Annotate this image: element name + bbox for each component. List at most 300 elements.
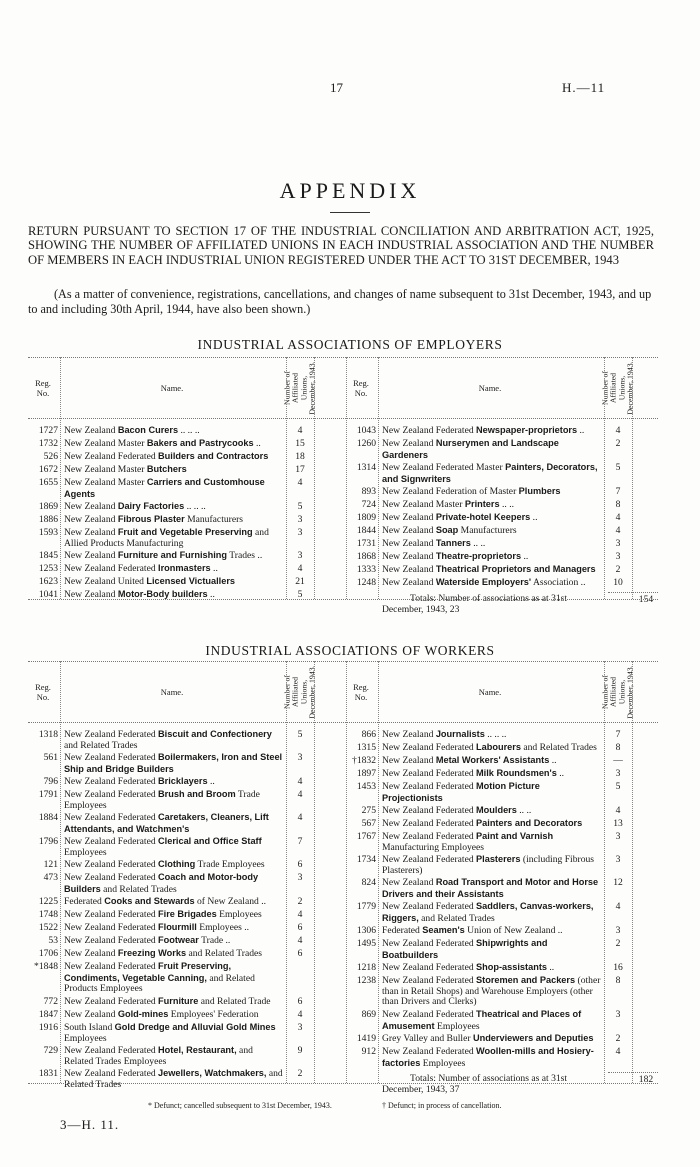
emp-name-suffix: .. .. ..	[178, 425, 200, 436]
wrk-association-name	[382, 781, 602, 804]
wrk-name-bold: Seamen's	[422, 925, 465, 935]
wrk-association-name	[382, 938, 602, 961]
wrk-name-suffix: (other than in Retail Shops) and Warehouse Employers (other than Drivers and Clerks)	[382, 975, 601, 1008]
wrk-name-prefix: New Zealand	[382, 755, 436, 766]
emp-name-suffix: ..	[210, 563, 218, 574]
emp-affiliated-count: 5	[297, 589, 303, 600]
wrk-name-prefix: Federated	[382, 925, 423, 936]
wrk-name-bold: Gold Dredge and Alluvial Gold Mines	[114, 1022, 276, 1032]
emp-name-suffix: .. ..	[470, 538, 486, 549]
wrk-name-suffix: Trade Employees	[195, 859, 265, 870]
wrk-association-name	[382, 877, 602, 900]
wrk-reg-no: 729	[43, 1045, 58, 1056]
wrk-name-prefix: New Zealand	[64, 948, 118, 959]
wrk-affiliated-count: 8	[615, 742, 621, 753]
wrk-name-prefix: New Zealand Federated	[64, 812, 159, 823]
wrk-name-suffix: of New Zealand ..	[194, 896, 267, 907]
emp-affiliated-count: 17	[295, 464, 305, 475]
emp-header-name: Name.	[160, 383, 184, 393]
wrk-name-suffix: ..	[549, 755, 557, 766]
wrk-reg-no: 1306	[356, 925, 376, 936]
wrk-affiliated-count: 3	[297, 872, 303, 883]
wrk-name-prefix: New Zealand Federated	[382, 742, 477, 753]
return-heading: RETURN PURSUANT TO SECTION 17 OF THE INDUSTRIAL CONCILIATION AND ARBITRATION ACT, 1925, SHOWING THE NUMBER OF AFFILIATED UNIONS IN EACH INDUSTRIAL ASSOCIATION AND THE NUMBER OF MEMBERS IN EACH INDUSTRIAL UNION REGISTERED UNDER THE ACT TO 31ST DECEMBER, 1943	[28, 224, 654, 267]
emp-association-name	[382, 512, 602, 524]
wrk-association-name	[64, 1068, 284, 1090]
wrk-reg-no: 1522	[38, 922, 58, 933]
wrk-name-suffix: and Related Trades	[520, 742, 597, 753]
wrk-name-prefix: New Zealand Federated	[64, 789, 159, 800]
wrk-association-name	[64, 922, 284, 934]
employers-table	[28, 357, 658, 615]
emp-name-prefix: New Zealand Federation of Master	[382, 486, 519, 497]
emp-association-name	[64, 527, 284, 549]
wrk-name-bold: Plasterers	[476, 854, 521, 864]
wrk-reg-no: 796	[43, 776, 58, 787]
emp-name-bold: Tanners	[435, 538, 471, 548]
wrk-name-bold: Cooks and Stewards	[104, 896, 195, 906]
wrk-affiliated-count: 8	[615, 975, 621, 986]
wrk-name-suffix: Employees ..	[196, 922, 250, 933]
emp-totals-text: Totals: Number of associations as at 31st December, 1943, 23	[382, 593, 568, 615]
emp-name-bold: Dairy Factories	[117, 501, 185, 511]
emp-name-prefix: New Zealand	[382, 551, 436, 562]
wrk-name-suffix: Trade ..	[198, 935, 231, 946]
wrk-association-name	[382, 831, 602, 853]
wrk-name-prefix: New Zealand Federated	[64, 1045, 159, 1056]
emp-affiliated-count: 4	[297, 477, 303, 488]
emp-name-prefix: New Zealand	[64, 501, 118, 512]
wrk-reg-no: 1779	[356, 901, 376, 912]
emp-association-name	[64, 425, 284, 437]
emp-name-suffix: Manufacturers	[184, 514, 244, 525]
wrk-affiliated-count: 3	[615, 831, 621, 842]
wrk-association-name	[64, 836, 284, 858]
wrk-affiliated-count: 4	[615, 901, 621, 912]
emp-name-bold: Soap	[435, 525, 459, 535]
wrk-affiliated-count: 2	[297, 1068, 303, 1079]
wrk-name-bold: Underviewers and Deputies	[472, 1033, 594, 1043]
wrk-association-name	[64, 1009, 284, 1021]
emp-affiliated-count: 3	[297, 527, 303, 538]
wrk-association-name	[64, 996, 284, 1008]
wrk-name-prefix: New Zealand	[64, 1009, 118, 1020]
emp-name-bold: Painters, Decorators, and Signwriters	[382, 462, 598, 484]
emp-name-bold: Private-hotel Keepers	[435, 512, 531, 522]
emp-affiliated-count: 3	[615, 538, 621, 549]
emp-column-rule	[378, 357, 379, 599]
wrk-affiliated-count: 4	[297, 776, 303, 787]
emp-affiliated-count: 2	[615, 438, 621, 449]
emp-association-name	[382, 486, 602, 498]
wrk-reg-no: 275	[361, 805, 376, 816]
wrk-reg-no: 824	[361, 877, 376, 888]
wrk-association-name	[64, 872, 284, 895]
emp-affiliated-count: 4	[297, 425, 303, 436]
wrk-name-prefix: New Zealand Federated	[382, 831, 477, 842]
wrk-reg-no: 912	[361, 1046, 376, 1057]
wrk-affiliated-count: 3	[615, 925, 621, 936]
wrk-totals-number: 182	[638, 1074, 654, 1085]
wrk-name-suffix: and Related Trades	[64, 1068, 283, 1090]
wrk-affiliated-count: 16	[613, 962, 623, 973]
emp-name-bold: Furniture and Furnishing	[117, 550, 228, 560]
wrk-association-name	[382, 1033, 602, 1045]
wrk-column-rule	[604, 661, 605, 1083]
emp-reg-no: 1869	[38, 501, 58, 512]
note-paragraph: (As a matter of convenience, registrations, cancellations, and changes of name subsequent to 31st December, 1943, and up to and including 30th April, 1944, have also been shown.)	[28, 287, 652, 316]
wrk-name-bold: Coach and Motor-body Builders	[64, 872, 259, 894]
wrk-name-prefix: New Zealand Federated	[382, 962, 477, 973]
wrk-affiliated-count: 6	[297, 922, 303, 933]
wrk-name-bold: Furniture	[158, 996, 199, 1006]
wrk-name-prefix: New Zealand Federated	[64, 752, 159, 763]
wrk-bottom-rule	[28, 1083, 658, 1084]
wrk-name-bold: Freezing Works	[117, 948, 187, 958]
wrk-total-rule	[608, 1072, 658, 1073]
wrk-name-suffix: Union of New Zealand ..	[464, 925, 563, 936]
wrk-name-prefix: New Zealand Federated	[382, 975, 477, 986]
emp-name-bold: Fibrous Plaster	[117, 514, 185, 524]
emp-name-prefix: New Zealand	[382, 438, 436, 449]
emp-association-name	[382, 538, 602, 550]
wrk-association-name	[64, 859, 284, 871]
wrk-name-prefix: New Zealand Federated	[382, 901, 477, 912]
emp-name-bold: Waterside Employers'	[435, 577, 532, 587]
wrk-name-bold: Metal Workers' Assistants	[435, 755, 550, 765]
wrk-association-name	[64, 789, 284, 811]
wrk-reg-no: 1884	[38, 812, 58, 823]
wrk-column-rule	[60, 661, 61, 1083]
wrk-name-bold: Painters and Decorators	[476, 818, 583, 828]
emp-name-prefix: New Zealand	[382, 512, 436, 523]
wrk-association-name	[382, 742, 602, 754]
emp-name-suffix: .. .. ..	[184, 501, 206, 512]
wrk-name-suffix: Employees	[216, 909, 262, 920]
emp-name-prefix: New Zealand	[382, 564, 436, 575]
wrk-affiliated-count: 2	[297, 896, 303, 907]
wrk-affiliated-count: 3	[297, 752, 303, 763]
wrk-header-number-text: Number of Affiliated Unions, December, 1943.	[600, 665, 635, 719]
emp-name-prefix: New Zealand	[64, 425, 118, 436]
wrk-name-prefix: New Zealand Federated	[382, 938, 477, 949]
wrk-name-bold: Fire Brigades	[158, 909, 217, 919]
emp-reg-no: 526	[43, 451, 58, 462]
emp-association-name	[64, 438, 284, 450]
wrk-reg-no: 567	[361, 818, 376, 829]
wrk-name-bold: Road Transport and Motor and Horse Drivers and their Assistants	[382, 877, 599, 899]
emp-column-rule	[346, 357, 347, 599]
wrk-reg-no: 121	[43, 859, 58, 870]
emp-bottom-rule	[28, 599, 658, 600]
emp-name-prefix: New Zealand Master	[64, 464, 147, 475]
wrk-affiliated-count: 2	[615, 1033, 621, 1044]
emp-association-name	[64, 501, 284, 513]
wrk-affiliated-count: 4	[615, 1046, 621, 1057]
employers-section-title: INDUSTRIAL ASSOCIATIONS OF EMPLOYERS	[197, 337, 503, 352]
emp-name-suffix: ..	[530, 512, 538, 523]
wrk-reg-no: 866	[361, 729, 376, 740]
emp-affiliated-count: 4	[615, 525, 621, 536]
wrk-name-prefix: New Zealand Federated	[382, 781, 477, 792]
emp-affiliated-count: 8	[615, 499, 621, 510]
wrk-name-suffix: and Related Trades	[100, 883, 177, 895]
emp-name-prefix: New Zealand United	[64, 576, 147, 587]
emp-name-bold: Theatrical Proprietors and Managers	[435, 564, 596, 574]
wrk-name-bold: Theatrical and Places of Amusement	[382, 1009, 582, 1031]
wrk-reg-no: 869	[361, 1009, 376, 1020]
wrk-name-bold: Flourmill	[158, 922, 197, 932]
emp-header-number	[282, 360, 317, 416]
wrk-reg-no: 1225	[38, 896, 58, 907]
wrk-affiliated-count: 4	[297, 1009, 303, 1020]
wrk-reg-no: 1831	[38, 1068, 58, 1079]
emp-reg-no: 1043	[356, 425, 376, 436]
emp-association-name	[64, 576, 284, 588]
wrk-name-prefix: South Island	[64, 1022, 115, 1033]
emp-reg-no: 1260	[356, 438, 376, 449]
wrk-name-suffix: Trade Employees	[64, 789, 260, 811]
wrk-affiliated-count: 9	[297, 1045, 303, 1056]
emp-name-prefix: New Zealand	[64, 550, 118, 561]
wrk-reg-no: 53	[48, 935, 58, 946]
wrk-reg-no: 1495	[356, 938, 376, 949]
wrk-name-prefix: New Zealand Federated	[64, 729, 159, 740]
wrk-reg-no: 1218	[356, 962, 376, 973]
wrk-affiliated-count: —	[613, 755, 623, 766]
wrk-name-prefix: New Zealand Federated	[64, 1068, 159, 1079]
emp-reg-no: 724	[361, 499, 376, 510]
emp-header	[28, 357, 658, 419]
wrk-name-prefix: Federated	[64, 896, 105, 907]
wrk-affiliated-count: 3	[297, 1022, 303, 1033]
emp-affiliated-count: 3	[615, 551, 621, 562]
wrk-affiliated-count: 4	[297, 909, 303, 920]
wrk-association-name	[64, 729, 284, 751]
wrk-affiliated-count: 4	[615, 805, 621, 816]
emp-association-name	[382, 577, 602, 589]
wrk-affiliated-count: 3	[615, 854, 621, 865]
wrk-affiliated-count: 2	[615, 938, 621, 949]
emp-association-name	[382, 425, 602, 437]
wrk-affiliated-count: 4	[297, 935, 303, 946]
wrk-affiliated-count: 5	[615, 781, 621, 792]
wrk-name-suffix: and Related Trades	[186, 948, 263, 959]
wrk-name-suffix: and Related Trade	[198, 996, 271, 1007]
emp-name-bold: Newspaper-proprietors	[476, 425, 578, 435]
wrk-name-prefix: New Zealand Federated	[64, 935, 159, 946]
wrk-association-name	[64, 896, 284, 908]
emp-name-suffix: Association ..	[531, 577, 586, 588]
emp-reg-no: 1845	[38, 550, 58, 561]
emp-column-rule	[314, 357, 315, 599]
emp-name-bold: Motor-Body builders	[117, 589, 208, 599]
wrk-name-prefix: Grey Valley and Buller	[382, 1033, 473, 1044]
emp-affiliated-count: 5	[615, 462, 621, 473]
wrk-header-reg: Reg. No.	[353, 682, 369, 702]
emp-name-prefix: New Zealand	[382, 525, 436, 536]
emp-total-rule	[608, 592, 658, 593]
wrk-association-name	[382, 901, 602, 924]
appendix-title: APPENDIX	[279, 178, 421, 203]
wrk-reg-no: 1796	[38, 836, 58, 847]
wrk-name-bold: Storemen and Packers	[476, 975, 576, 985]
emp-header-reg: Reg. No.	[35, 378, 51, 398]
emp-affiliated-count: 3	[297, 514, 303, 525]
wrk-header-name: Name.	[478, 687, 502, 697]
wrk-reg-no: †1832	[352, 755, 376, 766]
wrk-column-rule	[378, 661, 379, 1083]
wrk-association-name	[382, 854, 602, 876]
wrk-affiliated-count: 4	[297, 789, 303, 800]
wrk-reg-no: 1706	[38, 948, 58, 959]
emp-association-name	[382, 438, 602, 461]
wrk-reg-no: 1767	[356, 831, 376, 842]
emp-reg-no: 1672	[38, 464, 58, 475]
wrk-affiliated-count: 6	[297, 859, 303, 870]
wrk-association-name	[382, 975, 602, 1008]
wrk-name-bold: Shop-assistants	[476, 962, 547, 972]
wrk-association-name	[64, 1045, 284, 1067]
emp-header-number-text: Number of Affiliated Unions, December, 1943.	[600, 361, 635, 415]
wrk-name-bold: Labourers	[476, 742, 521, 752]
wrk-name-suffix: Employees' Federation	[168, 1009, 259, 1020]
emp-name-prefix: New Zealand	[64, 514, 118, 525]
wrk-name-prefix: New Zealand Federated	[382, 818, 477, 829]
wrk-name-bold: Boilermakers, Iron and Steel Ship and Bridge Builders	[64, 752, 283, 774]
wrk-name-bold: Journalists	[435, 729, 485, 739]
wrk-name-suffix: ..	[207, 776, 215, 787]
emp-name-bold: Carriers and Customhouse Agents	[64, 477, 265, 499]
emp-name-prefix: New Zealand	[64, 527, 118, 538]
wrk-totals-text: Totals: Number of associations as at 31st December, 1943, 37	[382, 1073, 568, 1095]
emp-reg-no: 1731	[356, 538, 376, 549]
wrk-association-name	[64, 961, 284, 995]
wrk-name-bold: Clothing	[158, 859, 196, 869]
wrk-name-suffix: and Related Trades Employees	[64, 1045, 253, 1067]
wrk-association-name	[382, 755, 602, 767]
wrk-name-suffix: Employees	[64, 846, 107, 858]
emp-name-suffix: ..	[521, 551, 529, 562]
wrk-association-name	[64, 935, 284, 947]
wrk-name-bold: Saddlers, Canvas-workers, Riggers,	[382, 901, 594, 923]
workers-section-title: INDUSTRIAL ASSOCIATIONS OF WORKERS	[205, 643, 495, 658]
emp-name-bold: Licensed Victuallers	[146, 576, 236, 586]
wrk-name-bold: Motion Picture Projectionists	[382, 781, 540, 803]
wrk-reg-no: 1315	[356, 742, 376, 753]
wrk-name-suffix: and Related Trades	[418, 912, 495, 924]
wrk-association-name	[382, 925, 602, 937]
emp-reg-no: 1844	[356, 525, 376, 536]
emp-reg-no: 1886	[38, 514, 58, 525]
wrk-name-suffix: .. ..	[516, 805, 532, 816]
emp-reg-no: 1253	[38, 563, 58, 574]
emp-name-prefix: New Zealand Master	[64, 438, 147, 449]
wrk-association-name	[382, 962, 602, 974]
footnote-defunct: * Defunct; cancelled subsequent to 31st December, 1943.	[148, 1101, 332, 1110]
wrk-name-bold: Hotel, Restaurant,	[158, 1045, 237, 1055]
emp-reg-no: 1593	[38, 527, 58, 538]
emp-column-rule	[632, 357, 633, 599]
wrk-name-bold: Gold-mines	[117, 1009, 169, 1019]
title-rule	[330, 212, 370, 213]
emp-name-prefix: New Zealand Master	[382, 499, 465, 510]
emp-name-prefix: New Zealand	[64, 589, 118, 600]
emp-affiliated-count: 4	[615, 512, 621, 523]
emp-association-name	[64, 563, 284, 575]
wrk-reg-no: 1734	[356, 854, 376, 865]
wrk-name-prefix: New Zealand	[382, 729, 436, 740]
emp-affiliated-count: 4	[615, 425, 621, 436]
wrk-name-prefix: New Zealand Federated	[382, 854, 477, 865]
wrk-name-prefix: New Zealand Federated	[382, 1009, 477, 1020]
emp-name-suffix: ..	[577, 425, 585, 436]
emp-column-rule	[604, 357, 605, 599]
emp-association-name	[64, 550, 284, 562]
emp-name-suffix: Manufacturers	[458, 525, 517, 536]
footnote-cancellation: † Defunct; in process of cancellation.	[382, 1101, 502, 1110]
wrk-association-name	[64, 752, 284, 775]
wrk-affiliated-count: 6	[297, 996, 303, 1007]
wrk-name-bold: Fruit Preserving, Condiments, Vegetable Canning,	[64, 961, 232, 983]
wrk-reg-no: 772	[43, 996, 58, 1007]
emp-affiliated-count: 5	[297, 501, 303, 512]
emp-affiliated-count: 15	[295, 438, 305, 449]
wrk-affiliated-count: 7	[297, 836, 303, 847]
wrk-affiliated-count: 6	[297, 948, 303, 959]
wrk-name-prefix: New Zealand Federated	[382, 805, 477, 816]
emp-name-prefix: New Zealand Federated Master	[382, 462, 506, 473]
emp-affiliated-count: 10	[613, 577, 623, 588]
wrk-name-prefix: New Zealand Federated	[64, 996, 159, 1007]
wrk-header-reg: Reg. No.	[35, 682, 51, 702]
emp-name-bold: Plumbers	[518, 486, 561, 496]
emp-reg-no: 1248	[356, 577, 376, 588]
wrk-association-name	[382, 1009, 602, 1032]
emp-header-number-text: Number of Affiliated Unions, December, 1943.	[282, 361, 317, 415]
wrk-name-bold: Shipwrights and Boatbuilders	[382, 938, 548, 960]
emp-association-name	[382, 499, 602, 511]
wrk-name-suffix: and Related Trades	[64, 739, 138, 751]
emp-name-prefix: New Zealand Master	[64, 477, 147, 488]
emp-header-number	[600, 360, 635, 416]
wrk-affiliated-count: 13	[613, 818, 623, 829]
emp-column-rule	[60, 357, 61, 599]
wrk-reg-no: 1916	[38, 1022, 58, 1033]
emp-name-prefix: New Zealand Federated	[64, 451, 159, 462]
wrk-reg-no: 1791	[38, 789, 58, 800]
emp-name-bold: Bakers and Pastrycooks	[146, 438, 254, 448]
wrk-column-rule	[632, 661, 633, 1083]
wrk-name-suffix: ..	[547, 962, 555, 973]
emp-header-reg: Reg. No.	[353, 378, 369, 398]
emp-reg-no: 1314	[356, 462, 376, 473]
wrk-name-prefix: New Zealand Federated	[64, 776, 159, 787]
wrk-name-bold: Paint and Varnish	[476, 831, 554, 841]
wrk-name-prefix: New Zealand Federated	[64, 836, 159, 847]
wrk-name-suffix: Employees	[420, 1057, 466, 1069]
emp-name-bold: Builders and Contractors	[158, 451, 269, 461]
emp-affiliated-count: 7	[615, 486, 621, 497]
emp-name-bold: Theatre-proprietors	[435, 551, 522, 561]
wrk-affiliated-count: 12	[613, 877, 623, 888]
wrk-column-rule	[314, 661, 315, 1083]
wrk-reg-no: 1897	[356, 768, 376, 779]
emp-affiliated-count: 4	[297, 563, 303, 574]
wrk-name-bold: Biscuit and Confectionery	[158, 729, 272, 739]
wrk-name-prefix: New Zealand Federated	[64, 859, 159, 870]
wrk-header-number	[600, 664, 635, 720]
